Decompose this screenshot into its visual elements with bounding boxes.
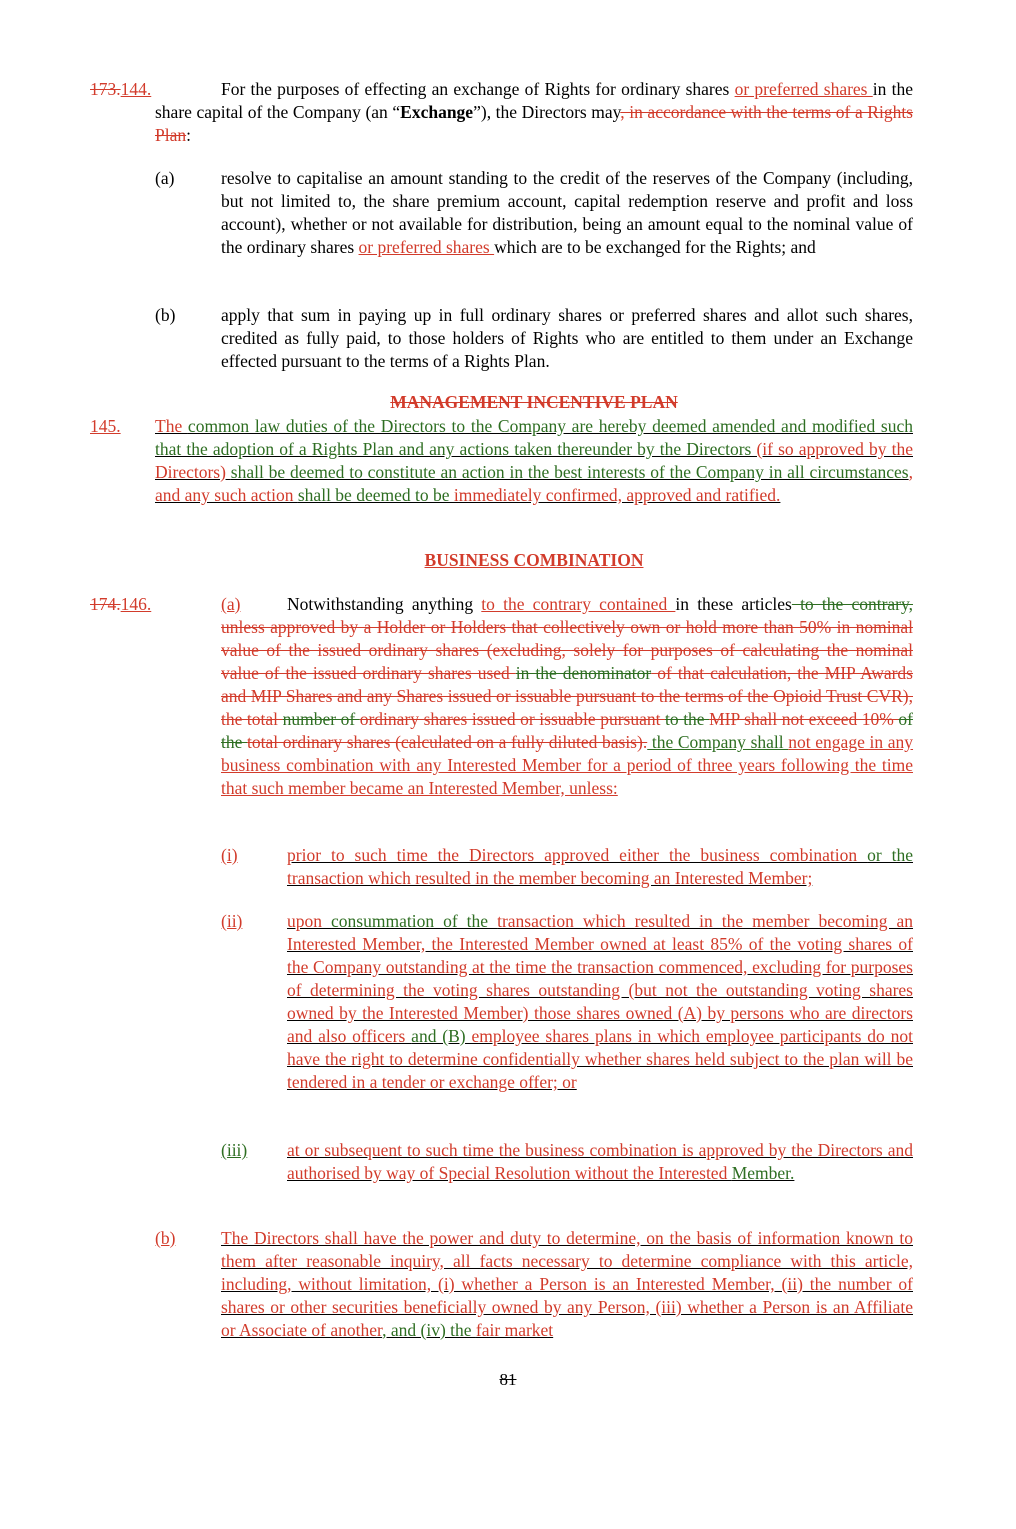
article-145-body: The common law duties of the Directors to the Company are hereby deemed amended and modified such that the adoption of a Rights Plan and any actions taken thereunder by the Directors (if so approved by the Directors) shall be deemed to constitute an action in the best interests of the Company in all circumstances, and any such action shall be deemed to be immediately confirmed, approved and ratified. bbox=[155, 416, 913, 505]
defined-term: Exchange bbox=[400, 102, 474, 122]
article-144-a-text: resolve to capitalise an amount standing to the credit of the reserves of the Company (including, but not limited to, the share premium account, capital redemption reserve and profit and loss account), whether or not available for distribution, being an amount equal to the nominal value of the ordinary shares or preferred shares which are to be exchanged for the Rights; and bbox=[221, 168, 913, 257]
inserted-number: 146. bbox=[120, 594, 152, 614]
moved-deletion: to the bbox=[665, 709, 710, 729]
heading-management-incentive-plan: MANAGEMENT INCENTIVE PLAN bbox=[390, 392, 678, 412]
moved-text: , and (iv) the bbox=[382, 1320, 476, 1340]
insertion: not engage in any business combination with any Interested Member for a period of three years following the time that such member became an Interested Member, unless: bbox=[221, 732, 914, 798]
article-144-b-text: apply that sum in paying up in full ordinary shares or preferred shares and allot such shares, credited as fully paid, to those holders of Rights who are entitled to them under an Exchange effected pursuant to the terms of a Rights Plan. bbox=[221, 305, 913, 371]
moved-deletion: of the bbox=[221, 709, 913, 752]
deleted-number: 173. bbox=[90, 79, 121, 99]
moved-text: shall be deemed to be bbox=[297, 485, 450, 505]
article-146-a-label: (a) bbox=[221, 594, 241, 614]
moved-text: and (B) bbox=[411, 1026, 472, 1046]
heading-business-combination: BUSINESS COMBINATION bbox=[424, 550, 644, 570]
moved-text: Member. bbox=[731, 1163, 795, 1183]
article-146-i-text: prior to such time the Directors approved either the business combination or the transaction which resulted in the member becoming an Interested Member; bbox=[287, 845, 913, 888]
deletion: MIP shall not exceed 10% bbox=[709, 709, 899, 729]
moved-text: common law duties of the Directors to the Company are hereby deemed amended and modified such that the adoption of a Rights Plan and any actions taken thereunder by the Directors bbox=[155, 416, 913, 459]
deletion: ordinary shares issued or issuable pursuant bbox=[359, 709, 666, 729]
moved-text: consummation of the bbox=[331, 911, 498, 931]
article-146-iii-label: (iii) bbox=[221, 1140, 248, 1160]
article-146-ii-text: upon consummation of the transaction which resulted in the member becoming an Interested Member, the Interested Member owned at least 85% of the voting shares of the Company outstanding at the time the transaction commenced, excluding for purposes of determining the voting shares outstanding (but not the outstanding voting shares owned by the Interested Member) those shares owned (A) by persons who are directors and also officers and (B) employee shares plans in which employee participants do not have the right to determine confidentially whether shares held subject to the plan will be tendered in a tender or exchange offer; or bbox=[287, 911, 914, 1092]
moved-deletion: to the contrary, bbox=[791, 594, 913, 614]
deletion: unless approved by a Holder or Holders that collectively own or hold more than 50% in nominal value of the issued ordinary shares (excluding, solely for purposes of calculating the nominal value of the issued ordinary shares used bbox=[221, 617, 913, 683]
article-145-number: 145. bbox=[90, 416, 121, 436]
article-144-b-label: (b) bbox=[155, 305, 176, 325]
article-144-number bbox=[90, 78, 151, 101]
moved-deletion: in the denominator bbox=[515, 663, 652, 683]
insertion: to the contrary contained bbox=[481, 594, 676, 614]
moved-insertion: the Company shall bbox=[647, 732, 789, 752]
inserted-number: 144. bbox=[120, 79, 152, 99]
moved-text: or the bbox=[867, 845, 913, 865]
article-146-b-label: (b) bbox=[155, 1228, 176, 1248]
deletion: total ordinary shares (calculated on a fully diluted basis). bbox=[247, 732, 648, 752]
article-144-a-label: (a) bbox=[155, 168, 175, 188]
article-146-iii-text: at or subsequent to such time the business combination is approved by the Directors and authorised by way of Special Resolution without the Interested Member. bbox=[287, 1140, 913, 1183]
page-number: 81 bbox=[499, 1370, 517, 1389]
article-144-body: For the purposes of effecting an exchange of Rights for ordinary shares or preferred shares in the share capital of the Company (an “Exchange”), the Directors may, in accordance with the terms of a Rights Plan: bbox=[155, 79, 913, 145]
moved-text: shall be deemed to constitute an action in the best interests of the Company in all circumstances bbox=[230, 462, 909, 482]
deletion: of that calculation, the MIP Awards and MIP Shares and any Shares issued or issuable pursuant to the terms of the Opioid Trust CVR), the total bbox=[221, 663, 913, 729]
article-146-i-label: (i) bbox=[221, 845, 238, 865]
article-146-ii-label: (ii) bbox=[221, 911, 243, 931]
deletion: , in accordance with the terms of a Rights Plan bbox=[155, 102, 913, 145]
insertion: or preferred shares bbox=[734, 79, 873, 99]
article-146-number bbox=[90, 593, 151, 616]
insertion: or preferred shares bbox=[358, 237, 495, 257]
moved-deletion: number of bbox=[282, 709, 360, 729]
article-146-a-text: Notwithstanding anything to the contrary contained in these articles to the contrary, unless approved by a Holder or Holders that collectively own or hold more than 50% in nominal value of the issued ordinary shares (excluding, solely for purposes of calculating the nominal value of the issued ordinary shares used in the denominator of that calculation, the MIP Awards and MIP Shares and any Shares issued or issuable pursuant to the terms of the Opioid Trust CVR), the total number of ordinary shares issued or issuable pursuant to the MIP shall not exceed 10% of the total ordinary shares (calculated on a fully diluted basis). the Company shall not engage in any business combination with any Interested Member for a period of three years following the time that such member became an Interested Member, unless: bbox=[221, 594, 914, 798]
article-146-b-text: The Directors shall have the power and duty to determine, on the basis of information known to them after reasonable inquiry, all facts necessary to determine compliance with this article, including, without limitation, (i) whether a Person is an Interested Member, (ii) the number of shares or other securities beneficially owned by any Person, (iii) whether a Person is an Affiliate or Associate of another, and (iv) the fair market bbox=[221, 1228, 913, 1340]
deleted-number: 174. bbox=[90, 594, 121, 614]
